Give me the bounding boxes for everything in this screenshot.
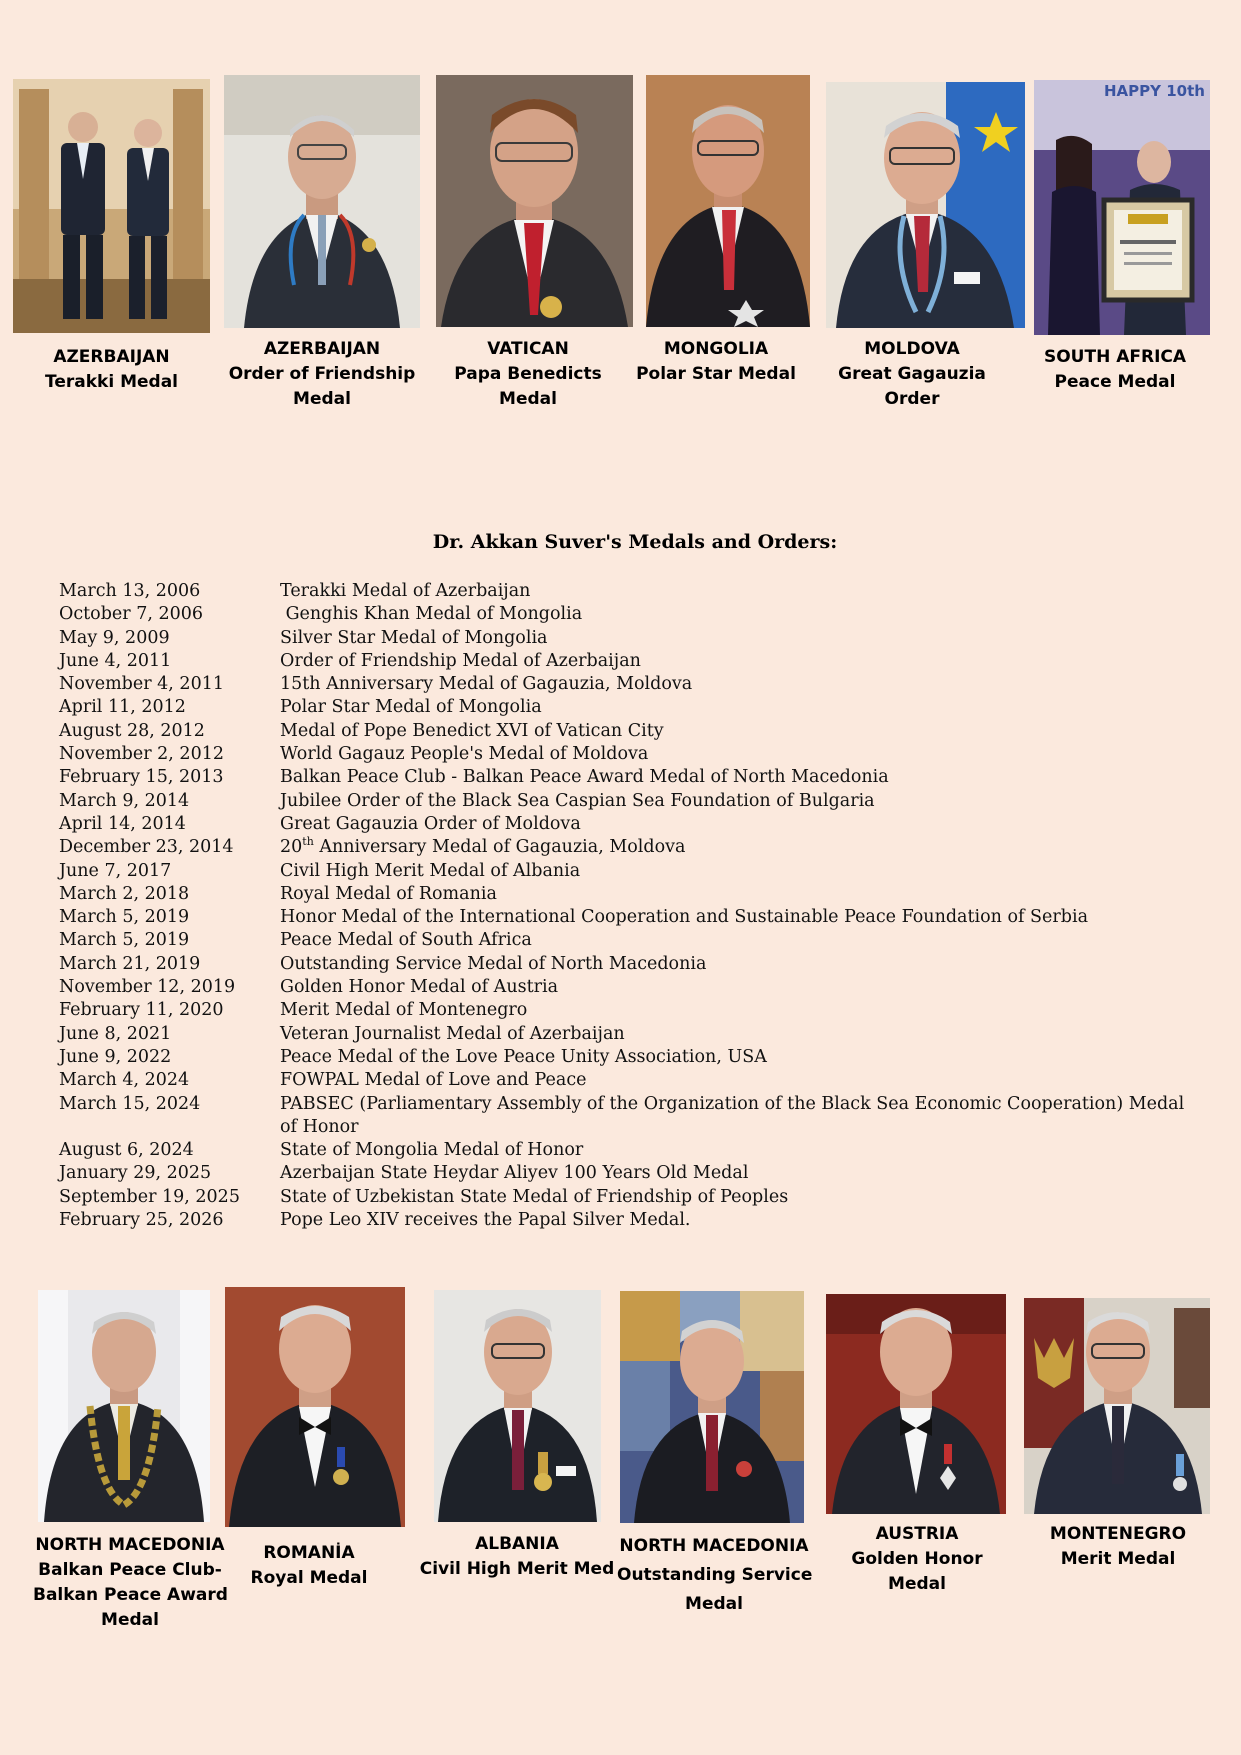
medal-date: March 5, 2019 — [59, 907, 190, 928]
medal-award: Pope Leo XIV receives the Papal Silver Medal. — [280, 1210, 691, 1231]
photo-moldova-gagauzia — [826, 82, 1025, 328]
medal-date: March 9, 2014 — [59, 790, 190, 811]
caption-romania — [229, 1541, 389, 1591]
photo-mongolia-polar-star — [646, 75, 810, 327]
medal-date: March 5, 2019 — [59, 930, 190, 951]
medal-date: November 2, 2012 — [59, 744, 224, 765]
caption-north-macedonia-balkan — [33, 1533, 227, 1633]
list-item — [59, 1023, 1209, 1046]
award-ordinal-number: 20 — [280, 837, 303, 858]
caption-medal: Great Gagauzia — [838, 364, 986, 384]
medal-award: Order of Friendship Medal of Azerbaijan — [280, 650, 641, 671]
photo-azerbaijan-friendship — [224, 75, 420, 328]
medal-award: State of Uzbekistan State Medal of Friendship of Peoples — [280, 1186, 789, 1207]
medal-date: April 14, 2014 — [59, 813, 186, 834]
photo-montenegro-merit — [1024, 1298, 1210, 1514]
photo-albania-civil-merit — [434, 1290, 601, 1522]
caption-medal: Polar Star Medal — [636, 364, 796, 384]
medal-date: May 9, 2009 — [59, 627, 170, 648]
medal-award: Azerbaijan State Heydar Aliyev 100 Years Old Medal — [280, 1163, 749, 1184]
medal-award: Peace Medal of South Africa — [280, 930, 532, 951]
list-item — [59, 650, 1209, 673]
list-item — [59, 1093, 1209, 1140]
medal-list — [59, 580, 1209, 1232]
photo-vatican-benedict — [436, 75, 633, 327]
list-item — [59, 603, 1209, 626]
caption-medal: Golden Honor — [851, 1549, 983, 1569]
medal-award: Peace Medal of the Love Peace Unity Association, USA — [280, 1046, 767, 1067]
caption-country: ALBANIA — [475, 1534, 559, 1554]
photo-romania-royal — [225, 1287, 405, 1527]
medal-award: Terakki Medal of Azerbaijan — [280, 581, 531, 601]
list-item — [59, 1046, 1209, 1069]
caption-vatican — [436, 337, 620, 412]
medal-date: March 4, 2024 — [59, 1070, 190, 1091]
list-item — [59, 906, 1209, 929]
medal-date: February 11, 2020 — [59, 1000, 224, 1021]
medal-award: Golden Honor Medal of Austria — [280, 977, 559, 998]
medal-date: April 11, 2012 — [59, 697, 186, 718]
medal-date: June 4, 2011 — [59, 650, 172, 671]
list-item — [59, 836, 1209, 859]
list-item — [59, 673, 1209, 696]
medal-award: Royal Medal of Romania — [280, 883, 497, 904]
medal-award: Veteran Journalist Medal of Azerbaijan — [280, 1023, 625, 1044]
caption-medal: Medal — [499, 389, 557, 409]
medal-award: Polar Star Medal of Mongolia — [280, 697, 542, 718]
caption-medal: Terakki Medal — [45, 372, 178, 392]
list-item — [59, 1069, 1209, 1092]
list-item — [59, 883, 1209, 906]
caption-medal: Balkan Peace Award — [33, 1585, 228, 1605]
caption-medal: Balkan Peace Club- — [38, 1560, 222, 1580]
list-item — [59, 790, 1209, 813]
caption-country: MONGOLIA — [663, 339, 769, 359]
list-item — [59, 696, 1209, 719]
medal-date: December 23, 2014 — [59, 837, 234, 858]
medal-award: Honor Medal of the International Cooperation and Sustainable Peace Foundation of Serbia — [280, 907, 1088, 928]
list-item — [59, 999, 1209, 1022]
medal-date: October 7, 2006 — [59, 604, 203, 625]
photo-north-macedonia-balkan — [38, 1290, 210, 1522]
medal-date: August 6, 2024 — [59, 1140, 194, 1161]
caption-country: AUSTRIA — [875, 1524, 959, 1544]
caption-country: MONTENEGRO — [1049, 1524, 1187, 1544]
caption-medal: Papa Benedicts — [454, 364, 602, 384]
caption-country: NORTH MACEDONIA — [35, 1535, 225, 1555]
medal-award: Genghis Khan Medal of Mongolia — [280, 604, 583, 625]
list-item — [59, 860, 1209, 883]
caption-montenegro — [1030, 1522, 1206, 1572]
medal-date: November 4, 2011 — [59, 674, 224, 695]
medal-award: Civil High Merit Medal of Albania — [280, 860, 581, 881]
caption-medal: Order of Friendship — [228, 364, 416, 384]
caption-country: MOLDOVA — [864, 339, 960, 359]
medal-award: FOWPAL Medal of Love and Peace — [280, 1070, 587, 1091]
medal-award: State of Mongolia Medal of Honor — [280, 1140, 584, 1161]
medal-date: March 13, 2006 — [59, 581, 201, 601]
list-item — [59, 1186, 1209, 1209]
medal-date: November 12, 2019 — [59, 977, 236, 998]
list-item — [59, 813, 1209, 836]
medal-date: March 15, 2024 — [59, 1093, 201, 1114]
certificate-banner-text: HAPPY 10th — [1104, 82, 1205, 100]
award-ordinal-suffix: th — [302, 835, 314, 849]
medal-award: Silver Star Medal of Mongolia — [280, 627, 548, 648]
caption-country: SOUTH AFRICA — [1043, 347, 1187, 367]
list-item — [59, 976, 1209, 999]
medal-date: February 15, 2013 — [59, 767, 224, 788]
caption-mongolia — [631, 337, 801, 387]
medal-award: Jubilee Order of the Black Sea Caspian Sea Foundation of Bulgaria — [280, 790, 875, 811]
list-item — [59, 580, 1209, 603]
caption-medal: Peace Medal — [1054, 372, 1176, 392]
caption-medal: Medal — [293, 389, 351, 409]
list-item — [59, 1139, 1209, 1162]
medal-award: Merit Medal of Montenegro — [280, 1000, 528, 1021]
list-item — [59, 766, 1209, 789]
caption-country: AZERBAIJAN — [263, 339, 381, 359]
caption-country: VATICAN — [487, 339, 569, 359]
list-item — [59, 929, 1209, 952]
list-item — [59, 627, 1209, 650]
caption-country: AZERBAIJAN — [53, 347, 170, 367]
caption-albania — [412, 1532, 622, 1582]
medal-award: PABSEC (Parliamentary Assembly of the Organization of the Black Sea Economic Cooperation) Medal of Honor — [280, 1093, 1185, 1137]
photo-azerbaijan-terakki — [13, 79, 210, 333]
caption-moldova — [826, 337, 998, 412]
caption-medal: Medal — [101, 1610, 159, 1630]
caption-medal: Medal — [888, 1574, 946, 1594]
medal-date: June 9, 2022 — [59, 1046, 172, 1067]
caption-north-macedonia-outstanding — [617, 1532, 811, 1619]
medal-date: June 7, 2017 — [59, 860, 172, 881]
medal-award: World Gagauz People's Medal of Moldova — [280, 744, 649, 765]
caption-medal: Medal — [685, 1594, 743, 1614]
list-item — [59, 1209, 1209, 1232]
list-item — [59, 1162, 1209, 1185]
caption-medal: Royal Medal — [250, 1568, 368, 1588]
medal-date: January 29, 2025 — [59, 1163, 212, 1184]
caption-azerbaijan-friendship — [222, 337, 422, 412]
medal-date: August 28, 2012 — [59, 720, 205, 741]
list-item — [59, 743, 1209, 766]
medal-award: Outstanding Service Medal of North Macedonia — [280, 953, 707, 974]
caption-austria — [834, 1522, 1000, 1597]
medal-date: September 19, 2025 — [59, 1186, 240, 1207]
caption-medal: Order — [884, 389, 940, 409]
list-item — [59, 953, 1209, 976]
caption-azerbaijan-terakki — [13, 345, 210, 395]
caption-south-africa — [1030, 345, 1200, 395]
medal-award: 15th Anniversary Medal of Gagauzia, Moldova — [280, 674, 693, 695]
caption-medal: Merit Medal — [1060, 1549, 1176, 1569]
caption-medal: Outstanding Service — [617, 1565, 813, 1585]
medal-award: Medal of Pope Benedict XVI of Vatican City — [280, 720, 664, 741]
caption-medal: Civil High Merit Med — [419, 1559, 615, 1579]
list-item — [59, 720, 1209, 743]
medal-date: February 25, 2026 — [59, 1210, 224, 1231]
caption-country: ROMANİA — [263, 1543, 355, 1563]
medal-date: June 8, 2021 — [59, 1023, 172, 1044]
photo-south-africa-peace — [1034, 80, 1210, 335]
medal-award: Great Gagauzia Order of Moldova — [280, 813, 581, 834]
medal-date: March 21, 2019 — [59, 953, 201, 974]
photo-north-macedonia-outstanding — [620, 1291, 804, 1523]
page-title: Dr. Akkan Suver's Medals and Orders: — [432, 531, 838, 553]
award-text: Anniversary Medal of Gagauzia, Moldova — [313, 837, 686, 858]
medal-award: Balkan Peace Club - Balkan Peace Award Medal of North Macedonia — [280, 767, 889, 788]
photo-austria-golden-honor — [826, 1294, 1006, 1514]
medal-date: March 2, 2018 — [59, 883, 190, 904]
caption-country: NORTH MACEDONIA — [619, 1536, 809, 1556]
medal-award — [280, 836, 1209, 859]
